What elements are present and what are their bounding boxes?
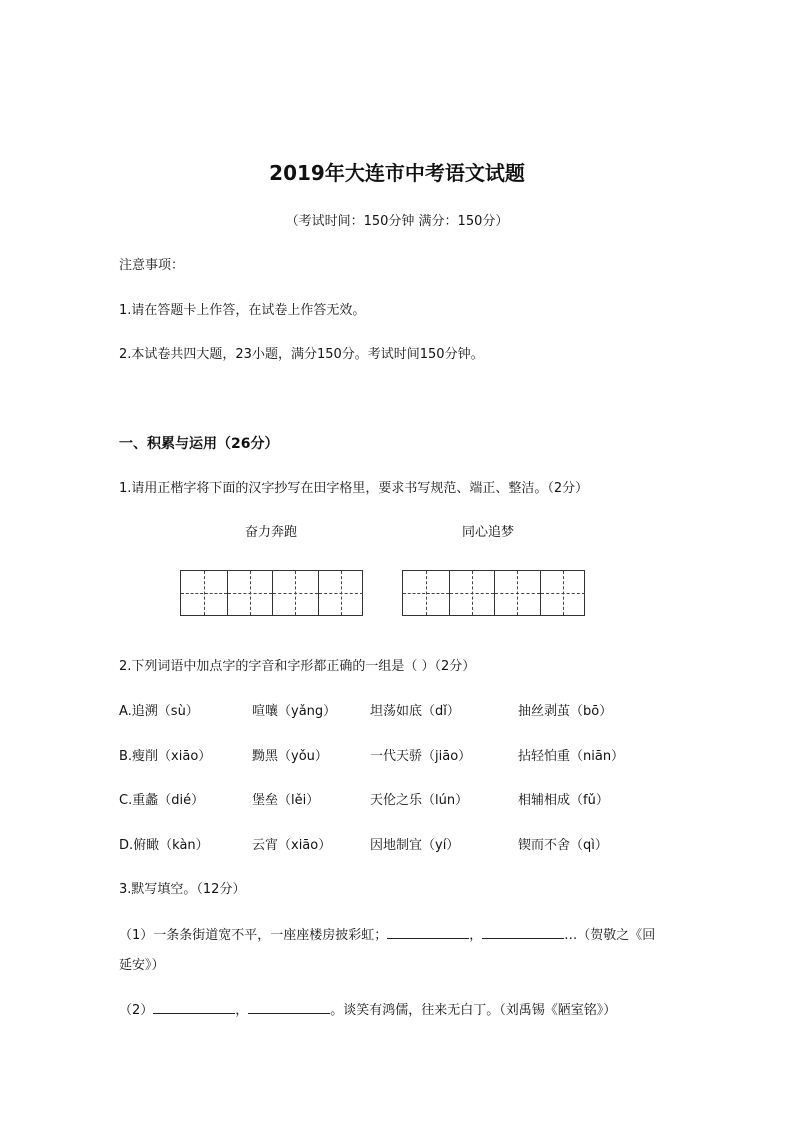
fill-blank[interactable] bbox=[387, 926, 469, 939]
exam-title: 2019年大连市中考语文试题 bbox=[269, 161, 525, 185]
grid-cell[interactable] bbox=[494, 571, 540, 615]
option-a-4: 抽丝剥茧（bō） bbox=[518, 704, 613, 719]
question-3-item-1 bbox=[119, 926, 655, 945]
grid-cell[interactable] bbox=[227, 571, 273, 615]
section-heading-1: 一、积累与运用（26分） bbox=[119, 436, 279, 452]
option-b-1: B.瘦削（xiāo） bbox=[119, 749, 212, 764]
fill-blank[interactable] bbox=[482, 926, 564, 939]
writing-grid-right[interactable] bbox=[402, 570, 585, 616]
option-c-1: C.重蠡（dié） bbox=[119, 793, 205, 808]
fill-blank[interactable] bbox=[248, 1001, 330, 1014]
option-d-4: 锲而不舍（qì） bbox=[518, 838, 608, 853]
item-1-suffix: …（贺敬之《回 bbox=[564, 928, 656, 943]
option-a-1: A.追溯（sù） bbox=[119, 704, 199, 719]
phrase-left: 奋力奔跑 bbox=[245, 525, 298, 540]
fill-blank[interactable] bbox=[153, 1001, 235, 1014]
option-d-1: D.俯瞰（kàn） bbox=[119, 838, 209, 853]
option-b-4: 拈轻怕重（niān） bbox=[518, 749, 625, 764]
option-d-3: 因地制宜（yí） bbox=[370, 838, 460, 853]
option-d-2: 云宵（xiāo） bbox=[252, 838, 332, 853]
phrase-right: 同心追梦 bbox=[462, 525, 515, 540]
question-2-stem: 2.下列词语中加点字的字音和字形都正确的一组是（ ）（2分） bbox=[119, 659, 476, 674]
item-1-prefix: （1）一条条街道宽不平，一座座楼房披彩虹； bbox=[119, 928, 388, 943]
option-a-2: 喧嚷（yǎng） bbox=[252, 704, 337, 719]
option-b-2: 黝黑（yǒu） bbox=[252, 749, 328, 764]
item-2-prefix: （2） bbox=[119, 1003, 154, 1018]
option-c-3: 天伦之乐（lún） bbox=[370, 793, 469, 808]
grid-cell[interactable] bbox=[272, 571, 318, 615]
option-c-2: 堡垒（lěi） bbox=[252, 793, 320, 808]
notes-heading: 注意事项： bbox=[119, 258, 185, 273]
option-a-3: 坦荡如底（dǐ） bbox=[370, 704, 460, 719]
note-item-1: 1.请在答题卡上作答，在试卷上作答无效。 bbox=[119, 303, 366, 318]
grid-cell[interactable] bbox=[318, 571, 364, 615]
question-3-item-1-continuation: 延安》） bbox=[119, 958, 165, 973]
note-item-2: 2.本试卷共四大题，23小题，满分150分。考试时间150分钟。 bbox=[119, 347, 484, 362]
item-2-suffix: 。谈笑有鸿儒，往来无白丁。（刘禹锡《陋室铭》） bbox=[330, 1003, 617, 1018]
grid-cell[interactable] bbox=[540, 571, 586, 615]
item-2-separator: ， bbox=[235, 1003, 249, 1018]
writing-grid-left[interactable] bbox=[180, 570, 363, 616]
grid-cell[interactable] bbox=[181, 571, 227, 615]
grid-cell[interactable] bbox=[449, 571, 495, 615]
question-3-stem: 3.默写填空。（12分） bbox=[119, 882, 246, 897]
option-b-3: 一代天骄（jiāo） bbox=[370, 749, 472, 764]
item-1-separator: ， bbox=[469, 928, 483, 943]
question-3-item-2 bbox=[119, 1001, 616, 1020]
grid-cell[interactable] bbox=[403, 571, 449, 615]
option-c-4: 相辅相成（fǔ） bbox=[518, 793, 609, 808]
question-1-stem: 1.请用正楷字将下面的汉字抄写在田字格里，要求书写规范、端正、整洁。（2分） bbox=[119, 481, 589, 496]
exam-subtitle: （考试时间：150分钟 满分：150分） bbox=[285, 214, 509, 229]
